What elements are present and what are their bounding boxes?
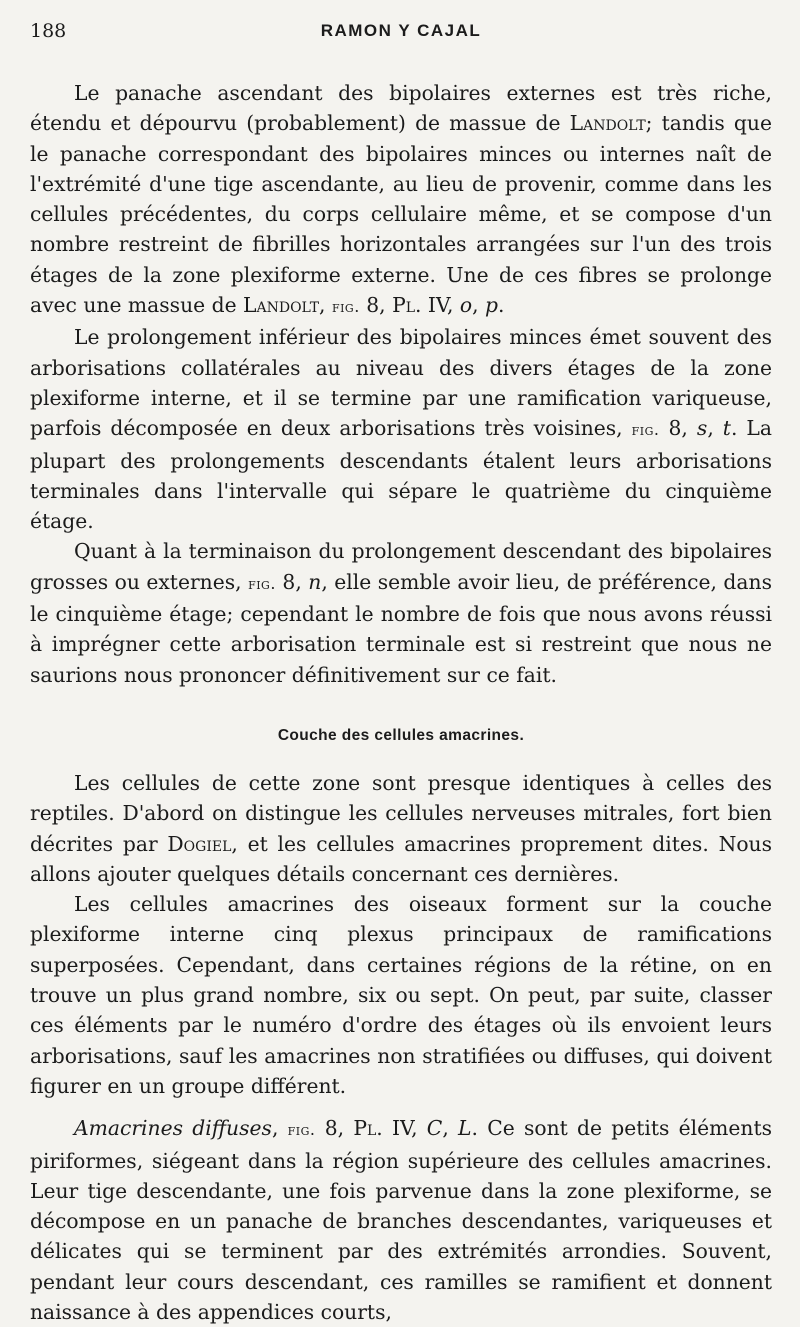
text-run: , elle semble avoir lieu, de préférence, dans le cinquième étage; cependant le nombre de fois que nous avons réussi à imprégner cette arborisation terminale est si restreint que nous ne saurions nous prononcer définitivement sur ce fait. <box>30 569 772 687</box>
text-run: 8, <box>315 1116 354 1141</box>
text-run: 8, <box>659 416 697 441</box>
text-run: 8, <box>275 569 309 594</box>
figure-letter: p <box>485 293 499 318</box>
figure-letter: t <box>722 416 731 441</box>
plate-ref: Pl. <box>392 293 422 318</box>
text-run: Le panache ascendant des bipolaires externes est très riche, étendu et dépourvu (probablement) de massue de <box>30 81 772 136</box>
figure-letter: C <box>426 1116 443 1141</box>
plate-ref: Pl. <box>353 1116 383 1141</box>
text-run: ; tandis que le panache correspondant des bipolaires minces ou internes naît de l'extrémité d'une tige ascendante, au lieu de provenir, comme dans les cellules précédentes, du corps cellulaire même, et se compose d'un nombre restreint de fibrilles horizontales arrangées sur l'un des trois étages de la zone plexiforme externe. Une de ces fibres se prolonge avec une massue de <box>30 111 772 318</box>
subsection-title: Amacrines diffuses <box>74 1116 272 1141</box>
text-run: , <box>707 416 723 441</box>
paragraph-amacrine-plexus: Les cellules amacrines des oiseaux forment sur la couche plexiforme interne cinq plexus principaux de ramifications superposées. Cependant, dans certaines régions de la rétine, on en trouve un plus grand nombre, six ou sept. On peut, par suite, classer ces éléments par le numéro d'ordre des étages où ils envoient leurs arborisations, sauf les amacrines non stratifiées ou diffuses, qui doivent figurer en un groupe différent. <box>30 892 772 1098</box>
page <box>30 20 772 1327</box>
text-run: , <box>319 293 332 318</box>
text-run: Les cellules de cette zone sont presque identiques à celles des reptiles. D'abord on distingue les cellules nerveuses mitrales, fort bien décrites par <box>30 770 772 856</box>
text-run: . <box>498 293 505 318</box>
paragraph-bipolar-panache <box>30 78 772 322</box>
text-run: . Ce sont de petits éléments piriformes, siégeant dans la région supérieure des cellules amacrines. Leur tige descendante, une fois parvenue dans la zone plexiforme, se décompose en un panache de branches descendantes, variqueuses et délicates qui se terminent par des extrémités arrondies. Souvent, pendant leur cours descendant, ces ramilles se ramifient et donnent naissance à des appendices courts, <box>30 1116 773 1324</box>
figure-ref: fig. <box>631 420 660 440</box>
running-title: RAMON Y CAJAL <box>320 21 482 40</box>
text-run: Le prolongement inférieur des bipolaires minces émet souvent des arborisations collatérales au niveau des divers étages de la zone plexiforme interne, et il se termine par une ramification variqueuse, parfois décomposée en deux arborisations très voisines, <box>30 325 772 441</box>
page-number: 188 <box>30 20 67 42</box>
section-heading: Couche des cellules amacrines. <box>277 726 525 744</box>
text-run: IV, <box>382 1116 427 1141</box>
figure-ref: fig. <box>331 297 360 317</box>
figure-ref: fig. <box>287 1120 316 1140</box>
author-name: Dogiel <box>167 831 232 856</box>
text-run: Quant à la terminaison du prolongement descendant des bipolaires grosses ou externes, <box>30 539 772 594</box>
author-name: Landolt <box>243 293 320 318</box>
figure-letter: L <box>458 1116 472 1141</box>
figure-letter: n <box>308 569 322 594</box>
paragraph-descending-termination <box>30 536 772 689</box>
text-run: , <box>472 293 486 318</box>
text-run: , et les cellules amacrines proprement dites. Nous allons ajouter quelques détails concernant ces dernières. <box>30 831 772 886</box>
author-name: Landolt <box>569 111 646 136</box>
paragraph-lower-process <box>30 322 772 536</box>
text-run: , <box>271 1116 288 1141</box>
figure-letter: s <box>696 416 708 441</box>
text-run: 8, <box>359 293 393 318</box>
running-head <box>30 20 772 50</box>
figure-letter: o <box>459 293 473 318</box>
paragraph-gap <box>30 1101 772 1113</box>
text-run: , <box>442 1116 459 1141</box>
paragraph-amacrine-intro <box>30 768 772 889</box>
paragraph-diffuse-amacrines <box>30 1113 772 1327</box>
body-text <box>30 78 772 1327</box>
figure-ref: fig. <box>248 573 276 593</box>
text-run: . La plupart des prolongements descendants étalent leurs arborisations terminales dans l'intervalle qui sépare le quatrième du cinquième étage. <box>30 416 772 534</box>
text-run: IV, <box>421 293 460 318</box>
